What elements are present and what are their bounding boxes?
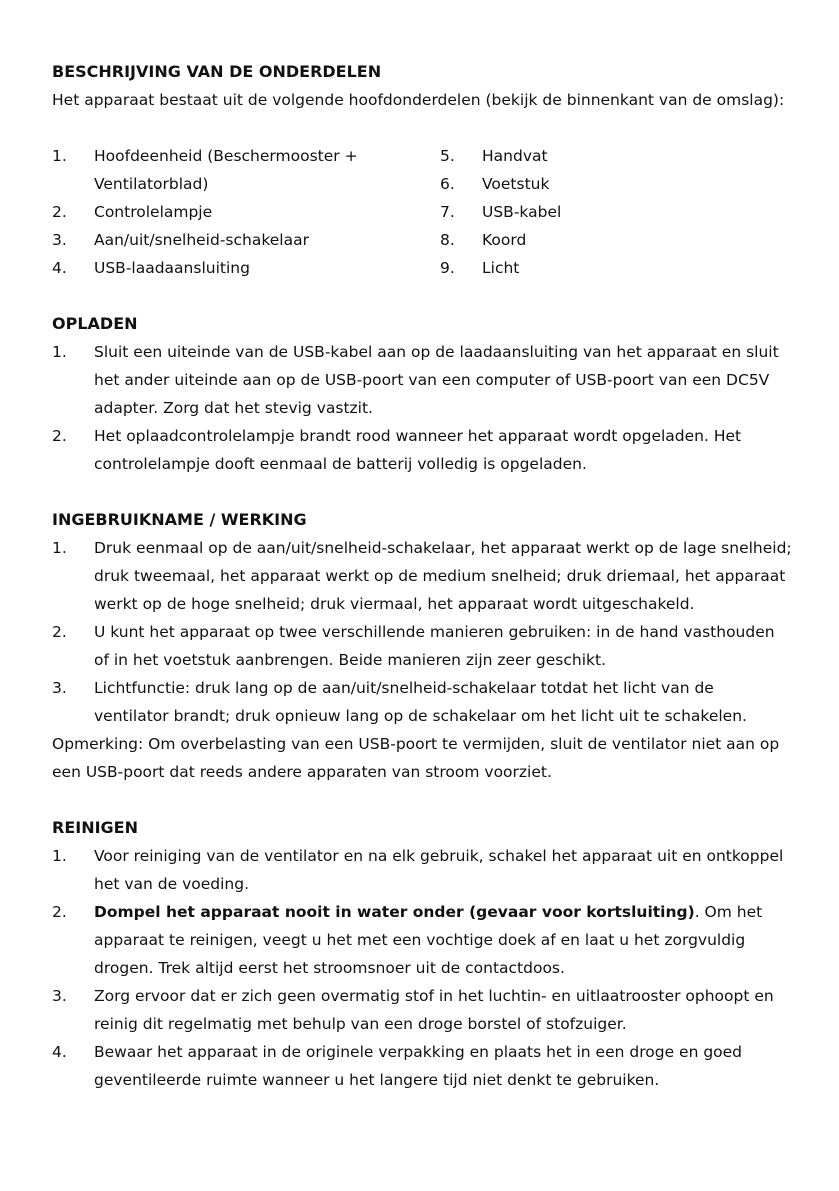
part-label: Handvat xyxy=(482,147,548,165)
part-item xyxy=(440,142,740,170)
cleaning-section xyxy=(52,814,792,1094)
item-number: 1. xyxy=(52,539,67,557)
parts-column-right xyxy=(440,142,740,282)
part-label: Koord xyxy=(482,231,527,249)
part-number: 9. xyxy=(440,259,455,277)
item-number: 1. xyxy=(52,847,67,865)
item-text: Lichtfunctie: druk lang op de aan/uit/snelheid-schakelaar totdat het licht van de ventilator brandt; druk opnieuw lang op de schakelaar om het licht uit te schakelen. xyxy=(94,679,747,725)
part-label: Licht xyxy=(482,259,520,277)
cleaning-heading: REINIGEN xyxy=(52,818,138,837)
part-number: 3. xyxy=(52,231,67,249)
usage-heading: INGEBRUIKNAME / WERKING xyxy=(52,510,307,529)
list-item xyxy=(52,898,792,982)
item-text: Zorg ervoor dat er zich geen overmatig stof in het luchtin- en uitlaatrooster ophoopt en reinig dit regelmatig met behulp van een droge borstel of stofzuiger. xyxy=(94,987,774,1033)
part-number: 1. xyxy=(52,147,67,165)
manual-page xyxy=(52,58,792,1094)
item-number: 1. xyxy=(52,343,67,361)
part-label: Hoofdeenheid (Beschermooster + Ventilatorblad) xyxy=(94,147,358,193)
part-label: Voetstuk xyxy=(482,175,550,193)
item-text: Het oplaadcontrolelampje brandt rood wanneer het apparaat wordt opgeladen. Het controlelampje dooft eenmaal de batterij volledig is opgeladen. xyxy=(94,427,742,473)
part-item xyxy=(52,254,440,282)
part-item xyxy=(52,198,440,226)
item-text: Bewaar het apparaat in de originele verpakking en plaats het in een droge en goed geventileerde ruimte wanneer u het langere tijd niet denkt te gebruiken. xyxy=(94,1043,743,1089)
charging-section xyxy=(52,310,792,478)
part-item xyxy=(440,254,740,282)
part-number: 5. xyxy=(440,147,455,165)
item-number: 4. xyxy=(52,1043,67,1061)
item-number: 3. xyxy=(52,987,67,1005)
parts-column-left xyxy=(52,142,440,282)
list-item xyxy=(52,1038,792,1094)
part-number: 7. xyxy=(440,203,455,221)
item-number: 2. xyxy=(52,623,67,641)
item-number: 2. xyxy=(52,427,67,445)
usage-note: Opmerking: Om overbelasting van een USB-poort te vermijden, sluit de ventilator niet aan op een USB-poort dat reeds andere apparaten van stroom voorziet. xyxy=(52,735,780,781)
item-text: Druk eenmaal op de aan/uit/snelheid-schakelaar, het apparaat werkt op de lage snelheid; druk tweemaal, het apparaat werkt op de medium snelheid; druk driemaal, het apparaat werkt op de hoge snelheid; druk viermaal, het apparaat wordt uitgeschakeld. xyxy=(94,539,792,613)
list-item xyxy=(52,982,792,1038)
list-item xyxy=(52,674,792,730)
list-item xyxy=(52,422,792,478)
item-text-rest: . Om het apparaat te reinigen, veegt u het met een vochtige doek af en laat u het zorgvuldig drogen. Trek altijd eerst het stroomsnoer uit de contactdoos. xyxy=(94,903,763,977)
description-heading: BESCHRIJVING VAN DE ONDERDELEN xyxy=(52,62,382,81)
list-item xyxy=(52,338,792,422)
item-number: 3. xyxy=(52,679,67,697)
part-number: 8. xyxy=(440,231,455,249)
item-text: U kunt het apparaat op twee verschillende manieren gebruiken: in de hand vasthouden of in het voetstuk aanbrengen. Beide manieren zijn zeer geschikt. xyxy=(94,623,775,669)
part-item xyxy=(52,226,440,254)
part-item xyxy=(440,226,740,254)
part-item xyxy=(440,170,740,198)
item-text: Voor reiniging van de ventilator en na elk gebruik, schakel het apparaat uit en ontkoppel het van de voeding. xyxy=(94,847,784,893)
part-number: 2. xyxy=(52,203,67,221)
part-number: 6. xyxy=(440,175,455,193)
list-item xyxy=(52,534,792,618)
description-section xyxy=(52,58,792,282)
part-item xyxy=(52,142,440,198)
part-label: Controlelampje xyxy=(94,203,213,221)
item-number: 2. xyxy=(52,903,67,921)
part-number: 4. xyxy=(52,259,67,277)
description-intro: Het apparaat bestaat uit de volgende hoofdonderdelen (bekijk de binnenkant van de omslag): xyxy=(52,91,785,109)
list-item xyxy=(52,618,792,674)
part-item xyxy=(440,198,740,226)
warning-text: Dompel het apparaat nooit in water onder (gevaar voor kortsluiting) xyxy=(94,903,695,921)
parts-list xyxy=(52,142,792,282)
part-label: Aan/uit/snelheid-schakelaar xyxy=(94,231,309,249)
charging-heading: OPLADEN xyxy=(52,314,138,333)
part-label: USB-kabel xyxy=(482,203,562,221)
part-label: USB-laadaansluiting xyxy=(94,259,250,277)
item-text xyxy=(94,898,792,982)
list-item xyxy=(52,842,792,898)
item-text: Sluit een uiteinde van de USB-kabel aan op de laadaansluiting van het apparaat en sluit het ander uiteinde aan op de USB-poort van een computer of USB-poort van een DC5V adapter. Zorg dat het stevig vastzit. xyxy=(94,343,779,417)
usage-section xyxy=(52,506,792,786)
